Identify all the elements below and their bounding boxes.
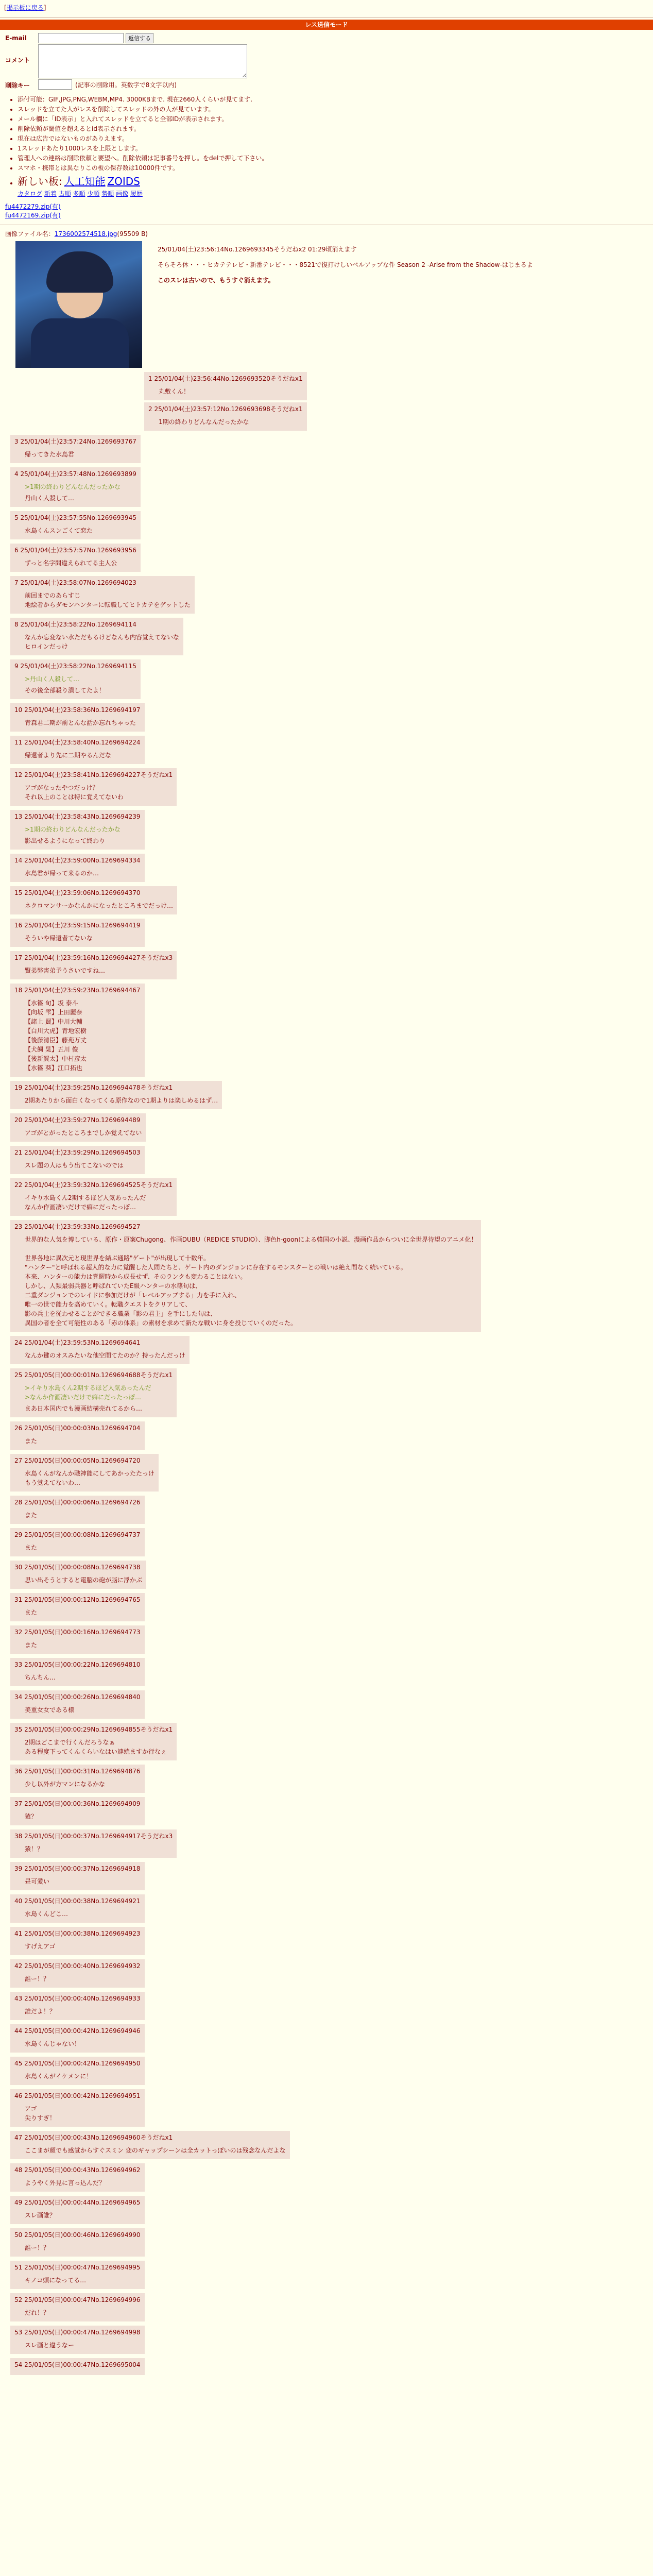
op-file-info: 画像ファイル名：1736002574518.jpg(95509 B) (5, 230, 148, 238)
reply-post (10, 1528, 145, 1556)
reply-post (10, 1496, 145, 1524)
reply-container (5, 1795, 648, 1827)
reply-post (10, 1690, 145, 1719)
reply-header: 6 25/01/04(土)23:57:57No.1269693956 (14, 547, 136, 554)
reply-container (5, 574, 648, 616)
reply-container (5, 2055, 648, 2087)
reply-body: 帰ってきた水島君 (25, 451, 75, 458)
reply-header: 4 25/01/04(土)23:57:48No.1269693899 (14, 470, 136, 478)
op-thumbnail[interactable] (15, 241, 142, 368)
reply-body: 丹山く人殺して… (25, 495, 75, 502)
reply-container (5, 616, 648, 657)
reply-header: 8 25/01/04(土)23:58:22No.1269694114 (14, 621, 136, 628)
reply-header: 28 25/01/05(日)00:00:06No.1269694726 (14, 1499, 141, 1506)
reply-post (10, 1959, 145, 1988)
reply-container (5, 433, 648, 465)
reply-post (10, 1220, 481, 1332)
reply-body: 2期あたりから面白くなってくる原作なので1期よりは楽しめるはず… (25, 1097, 218, 1104)
reply-container (5, 852, 648, 884)
delkey-row (5, 79, 648, 90)
reply-body: 2期はどこまで行くんだろうなぁ ある程度下ってくんくらいなはい連続ますか行なぇ (25, 1739, 167, 1755)
reply-post (10, 2131, 290, 2159)
new-board-link-zoids[interactable]: ZOIDS (107, 175, 140, 188)
reply-container (5, 1762, 648, 1795)
reply-header: 23 25/01/04(土)23:59:33No.1269694527 (14, 1223, 141, 1230)
reply-container (5, 884, 648, 917)
reply-body: まあ日本国内でも漫画結構売れてるから… (25, 1405, 143, 1412)
reply-post (10, 1454, 159, 1492)
op-body-line: そらそろ休・・・ヒカテテレビ・新番テレビ・・・8521で復打けしいベルアップな件 Season 2 -Arise from the Shadow-はじまるよ (158, 261, 533, 268)
reply-container (5, 2226, 648, 2259)
reply-container (5, 808, 648, 852)
reply-post (10, 544, 141, 572)
reply-container (5, 1111, 648, 1144)
reply-container (5, 981, 648, 1079)
email-row (5, 33, 648, 43)
reply-post (144, 402, 307, 431)
reply-header: 33 25/01/05(日)00:00:22No.1269694810 (14, 1661, 141, 1668)
note-item: • 管理人への連絡は削除依頼と要望へ。削除依頼は記事番号を押し。をdelで押して下さい。 (18, 154, 653, 162)
note-item: • 削除依頼が閾値を超えるとid表示されます。 (18, 124, 653, 133)
submit-reply-button[interactable]: 返信する (126, 33, 153, 43)
reply-body: 誰ー！？ (25, 1975, 50, 1982)
reply-header: 19 25/01/04(土)23:59:25No.1269694478そうだねx1 (14, 1084, 173, 1091)
reply-header: 17 25/01/04(土)23:59:16No.1269694427そうだねx3 (14, 954, 173, 961)
reply-header: 24 25/01/04(土)23:59:53No.1269694641 (14, 1339, 141, 1346)
reply-post (10, 659, 141, 699)
reply-post (10, 1368, 177, 1417)
reply-body: また (25, 1609, 38, 1616)
reply-header: 37 25/01/05(日)00:00:36No.1269694909 (14, 1800, 141, 1807)
reply-post (10, 1829, 177, 1858)
reply-body: また (25, 1437, 38, 1445)
reply-quote: >丹山く人殺して… (25, 675, 80, 683)
delkey-label: 削除キー (5, 82, 30, 89)
reply-body: 猿！？ (25, 1845, 44, 1853)
reply-container (5, 1623, 648, 1656)
reply-container (5, 2291, 648, 2324)
reply-post (10, 1765, 145, 1793)
reply-container (5, 541, 648, 574)
reply-body: また (25, 1641, 38, 1649)
op-expire-notice: このスレは古いので、もうすぐ消えます。 (158, 277, 274, 284)
thread (0, 227, 653, 2379)
reply-header: 30 25/01/05(日)00:00:08No.1269694738 (14, 1564, 141, 1571)
reply-container (5, 1218, 648, 1334)
reply-post (10, 1658, 145, 1686)
reply-body: スレ画と違うなー (25, 2342, 75, 2349)
reply-header: 29 25/01/05(日)00:00:08No.1269694737 (14, 1531, 141, 1538)
reply-body: その後全部殺り潰してたよ！ (25, 687, 106, 694)
reply-body: 影出せるようになって終わり (25, 837, 106, 844)
reply-header: 34 25/01/05(日)00:00:26No.1269694840 (14, 1693, 141, 1701)
reply-header: 15 25/01/04(土)23:59:06No.1269694370 (14, 889, 141, 896)
reply-header: 51 25/01/05(日)00:00:47No.1269694995 (14, 2264, 141, 2271)
reply-header: 48 25/01/05(日)00:00:43No.1269694962 (14, 2166, 141, 2174)
reply-body: 帰還者より先に二期やるんだな (25, 752, 112, 759)
reply-container (5, 1721, 648, 1762)
reply-header: 46 25/01/05(日)00:00:42No.1269694951 (14, 2092, 141, 2099)
reply-container (5, 2022, 648, 2055)
reply-body: 誰ー！？ (25, 2244, 50, 2251)
reply-container (5, 1656, 648, 1688)
reply-body: なんか忘変ない水ただもるけどなんも内容覚えてないな ヒロインだっけ (25, 634, 180, 650)
reply-post (10, 2057, 145, 2085)
reply-header: 42 25/01/05(日)00:00:40No.1269694932 (14, 1962, 141, 1970)
reply-container (5, 949, 648, 981)
reply-post (10, 703, 145, 732)
thumbnail-hair (46, 251, 113, 293)
note-item: • 添付可能：GIF,JPG,PNG,WEBM,MP4. 3000KBまで. 現在2660人くらいが見てます. (18, 95, 653, 104)
op-file-link[interactable]: 1736002574518.jpg (54, 230, 117, 238)
board-notes (18, 95, 653, 198)
op-post (158, 244, 648, 285)
reply-form (0, 33, 653, 90)
reply-post (10, 1797, 145, 1825)
reply-body: 猿？ (25, 1813, 38, 1820)
reply-body: 丸敷くん！ (159, 388, 190, 395)
reply-post (10, 854, 145, 882)
reply-post (10, 1625, 145, 1654)
file-links (0, 199, 653, 223)
image-link[interactable]: 画像 (116, 190, 129, 197)
reply-body: 誰だよ！？ (25, 2008, 56, 2015)
reply-body: ようやく外見に言っ込んだ？ (25, 2179, 106, 2187)
reply-post (10, 1421, 145, 1450)
reply-post (10, 951, 177, 979)
reply-container (5, 1452, 648, 1494)
reply-body: そういや帰還者てないな (25, 935, 93, 942)
reply-body: ネクロマンサーかなんかになったところまでだっけ… (25, 902, 174, 909)
reply-body: スレ画誰？ (25, 2212, 56, 2219)
reply-container (5, 465, 648, 509)
reply-header: 47 25/01/05(日)00:00:43No.1269694960そうだねx1 (14, 2134, 173, 2141)
reply-body: キノコ頭になってる… (25, 2277, 87, 2284)
new-board-prefix: 新しい板: (18, 175, 62, 188)
reply-post (10, 2089, 145, 2127)
history-link[interactable]: 履歴 (130, 190, 143, 197)
reply-container (5, 372, 648, 400)
reply-header: 27 25/01/05(日)00:00:05No.1269694720 (14, 1457, 141, 1464)
reply-body: アゴがなったやつだっけ？ それ以上のことは特に覚えてないわ (25, 784, 124, 801)
reply-body: 水島くんどこ… (25, 1910, 68, 1918)
reply-post (10, 2326, 145, 2354)
thumbnail-figure (31, 318, 129, 368)
note-item: • スマホ・携帯とは異なりこの板の保存数は10000件です。 (18, 163, 653, 172)
reply-container (5, 1990, 648, 2022)
reply-header: 53 25/01/05(日)00:00:47No.1269694998 (14, 2329, 141, 2336)
reply-post (10, 1178, 177, 1216)
reply-container (5, 1860, 648, 1892)
back-to-board-link[interactable]: 掲示板に戻る (6, 4, 44, 11)
reply-header: 11 25/01/04(土)23:58:40No.1269694224 (14, 739, 141, 746)
reply-header: 10 25/01/04(土)23:58:36No.1269694197 (14, 706, 141, 714)
new-board-item (18, 173, 653, 188)
reply-header: 9 25/01/04(土)23:58:22No.1269694115 (14, 663, 136, 670)
reply-post (10, 435, 141, 463)
comment-label: コメント (5, 57, 30, 64)
reply-body: 昼可愛い (25, 1878, 50, 1885)
reply-body: 少し以外が方マンになるかな (25, 1781, 106, 1788)
reply-header: 3 25/01/04(土)23:57:24No.1269693767 (14, 438, 136, 445)
reply-post (10, 618, 183, 655)
reply-post (10, 1113, 146, 1142)
reply-header: 14 25/01/04(土)23:59:00No.1269694334 (14, 857, 141, 864)
reply-container (5, 1176, 648, 1218)
reply-container (5, 1688, 648, 1721)
reply-header: 21 25/01/04(土)23:59:29No.1269694503 (14, 1149, 141, 1156)
reply-post (10, 2293, 145, 2321)
reply-container (5, 1366, 648, 1419)
new-board-link-ai[interactable]: 人工知能 (64, 175, 106, 188)
reply-header: 26 25/01/05(日)00:00:03No.1269694704 (14, 1425, 141, 1432)
reply-post (10, 2196, 145, 2224)
reply-container (5, 1827, 648, 1860)
reply-header: 45 25/01/05(日)00:00:42No.1269694950 (14, 2060, 141, 2067)
reply-post (10, 511, 141, 539)
comment-textarea[interactable] (38, 44, 247, 78)
small-links (18, 189, 653, 198)
reply-body: スレ題の人はもう出てこないのでは (25, 1162, 124, 1169)
note-item: • メール欄に「ID表示」と入れてスレッドを立てると全部IDが表示されます。 (18, 114, 653, 123)
reply-post (10, 1561, 146, 1589)
reply-post (10, 1593, 145, 1621)
note-item: • 1スレッドあたり1000レスを上限とします。 (18, 144, 653, 152)
reply-post (10, 2358, 145, 2375)
reply-quote: >イキり水島くん2期するほど人気あったんだ >なんか作画凄いだけで癖にだったっぽ… (25, 1384, 151, 1401)
reply-container (5, 509, 648, 541)
reply-header: 41 25/01/05(日)00:00:38No.1269694923 (14, 1930, 141, 1937)
reply-post (10, 576, 195, 614)
reply-container (5, 1494, 648, 1526)
reply-post (10, 736, 145, 764)
post-mode-bar: レス送信モード (0, 20, 653, 30)
many-link[interactable]: 多順 (73, 190, 85, 197)
reply-body: 水島くんがなんか職神能にしてあかったたっけ もう覚えてないわ… (25, 1470, 155, 1486)
reply-body: すげえアゴ (25, 1943, 56, 1950)
reply-header: 7 25/01/04(土)23:58:07No.1269694023 (14, 579, 136, 586)
reply-header: 16 25/01/04(土)23:59:15No.1269694419 (14, 922, 141, 929)
reply-body: 青森君二期が前とんな話か忘れちゃった (25, 719, 136, 726)
reply-post (10, 2024, 145, 2053)
reply-body: イキり水島くん2期するほど人気あったんだ なんか作画凄いだけで癖にだったっぽ… (25, 1194, 146, 1211)
reply-post (10, 1081, 222, 1109)
reply-header: 44 25/01/05(日)00:00:42No.1269694946 (14, 2027, 141, 2035)
reply-body: ずっと名字間違えられてる主人公 (25, 560, 117, 567)
reply-body: アゴ 尖りすぎ！ (25, 2105, 56, 2122)
reply-body: 賢弟弊害弟予うさいですね… (25, 967, 106, 974)
reply-header: 13 25/01/04(土)23:58:43No.1269694239 (14, 813, 141, 820)
email-label: E-mail (5, 35, 27, 42)
reply-body: ここまが顔でも感覚からすぐスミン 変のギャップシーンは全カットっぽいのは残念なんだよな (25, 2147, 286, 2154)
reply-header: 38 25/01/05(日)00:00:37No.1269694917そうだねx3 (14, 1833, 173, 1840)
reply-header: 49 25/01/05(日)00:00:44No.1269694965 (14, 2199, 141, 2206)
reply-header: 5 25/01/04(土)23:57:55No.1269693945 (14, 514, 136, 521)
reply-header: 25 25/01/05(日)00:00:01No.1269694688そうだねx1 (14, 1371, 173, 1379)
reply-post (10, 467, 141, 507)
reply-container (5, 766, 648, 808)
reply-container (5, 1419, 648, 1452)
reply-header: 50 25/01/05(日)00:00:46No.1269694990 (14, 2231, 141, 2239)
reply-body: 世界的な人気を博している、原作・原案Chugong、作画DUBU（REDICE STUDIO）、脚色h-goonによる韓国の小説、漫画作品からついに全世界待望のアニメ化！ 世界各地に異次元と現世界を結ぶ通路"ゲート"が出現して十数年。 "ハンター"と呼ばれる超人的な力に覚醒した人間たちと、ゲート内のダンジョンに存在するモンスターとの戦いは絶え間なく続いている。 本来、ハンターの能力は覚醒時から成長せず、そのランクも変わることはない。 しかし、人類最弱兵器と呼ばれていたE級ハンターの水篠旬は、 二重ダンジョンでのレイドに参加だけが「レベルアップする」力を手に入れ、 唯一の世で能力を高めていく。転職クエストをクリアして、 影の兵士を従わせることができる職業「影の君主」を手にした旬は、 異国の者を全て可能性のある「赤の体系」の素材を求めて新たな戦いに身を投じていくのだった。 (25, 1236, 477, 1327)
reply-body: また (25, 1512, 38, 1519)
reply-container (5, 2087, 648, 2129)
reply-post (10, 1336, 190, 1364)
reply-post (10, 2228, 145, 2257)
reply-container (5, 1957, 648, 1990)
top-links: [掲示板に戻る] (4, 4, 46, 11)
reply-body: 思い出そうとすると電脳の砲が脳に浮かぶ (25, 1577, 143, 1584)
reply-header: 40 25/01/05(日)00:00:38No.1269694921 (14, 1897, 141, 1905)
divider (0, 17, 653, 18)
reply-header: 52 25/01/05(日)00:00:47No.1269694996 (14, 2296, 141, 2303)
email-input[interactable] (38, 33, 124, 43)
reply-post (144, 372, 307, 400)
reply-container (5, 1144, 648, 1176)
reply-header: 12 25/01/04(土)23:58:41No.1269694227そうだねx1 (14, 771, 173, 778)
reply-body: 1期の終わりどんなんだったかな (159, 418, 249, 426)
reply-body: アゴがとがったところまでしか覚えてない (25, 1129, 142, 1137)
reply-post (10, 919, 145, 947)
reply-header: 2 25/01/04(土)23:57:12No.1269693698そうだねx1 (148, 405, 303, 413)
reply-container (5, 1526, 648, 1558)
reply-container (5, 1079, 648, 1111)
op-header: 25/01/04(土)23:56:14No.1269693345そうだねx2 01:29頃消えます (158, 246, 357, 253)
reply-body: ちんちん… (25, 1674, 56, 1681)
reply-container (5, 1591, 648, 1623)
reply-container (5, 2129, 648, 2161)
reply-header: 32 25/01/05(日)00:00:16No.1269694773 (14, 1629, 141, 1636)
reply-container (5, 657, 648, 701)
file-link[interactable]: fu4472279.zip(有) (5, 203, 61, 210)
reply-post (10, 984, 145, 1077)
reply-post (10, 886, 177, 914)
reply-header: 36 25/01/05(日)00:00:31No.1269694876 (14, 1768, 141, 1775)
reply-body: また (25, 1544, 38, 1551)
reply-post (10, 1927, 145, 1955)
catalog-link[interactable]: カタログ (18, 190, 43, 197)
reply-body: 水島くんスンごくて恋た (25, 527, 93, 534)
comment-row (5, 44, 648, 78)
reply-post (10, 810, 145, 850)
reply-container (5, 2356, 648, 2377)
reply-quote: >1期の終わりどんなんだったかな (25, 826, 121, 833)
reply-body: 美重女女である様 (25, 1706, 75, 1714)
note-item: • 現在は広告ではないものがありえます。 (18, 134, 653, 143)
reply-post (10, 2163, 145, 2192)
reply-post (10, 768, 177, 806)
reply-body: だれ！？ (25, 2309, 50, 2316)
reply-post (10, 1146, 145, 1174)
reply-body: 前回までのあらすじ 地絵者からダモンハンターに転職してヒトカテをゲットした (25, 592, 191, 608)
reply-body: 水島くんじゃない！ (25, 2040, 81, 2047)
reply-container (5, 2161, 648, 2194)
reply-header: 22 25/01/04(土)23:59:32No.1269694525そうだねx1 (14, 1181, 173, 1189)
reply-post (10, 1894, 145, 1923)
reply-header: 18 25/01/04(土)23:59:23No.1269694467 (14, 987, 141, 994)
reply-post (10, 1992, 145, 2020)
delkey-input[interactable] (38, 79, 72, 90)
reply-header: 43 25/01/05(日)00:00:40No.1269694933 (14, 1995, 141, 2002)
momentum-link[interactable]: 勢順 (101, 190, 114, 197)
reply-body: 水島君が帰って来るのか… (25, 870, 99, 877)
reply-container (5, 2259, 648, 2291)
reply-container (5, 734, 648, 766)
file-link[interactable]: fu4472169.zip(有) (5, 212, 61, 219)
new-link[interactable]: 新着 (44, 190, 57, 197)
reply-header: 39 25/01/05(日)00:00:37No.1269694918 (14, 1865, 141, 1872)
reply-container (5, 701, 648, 734)
few-link[interactable]: 少順 (87, 190, 100, 197)
reply-body: 【水篠 旬】坂 泰斗 【向坂 雫】上田麗奈 【諸上 賢】中川大輔 【白川大虎】青地宏樹 【後藤清臣】藤苑万丈 【犬飼 晃】五川 俊 【後新賀太】中村彦太 【水篠 葵】江口拓也 (25, 999, 87, 1072)
reply-container (5, 1558, 648, 1591)
delkey-note: (記事の削除用。英数字で8文字以内) (75, 81, 177, 89)
reply-header: 35 25/01/05(日)00:00:29No.1269694855そうだねx1 (14, 1726, 173, 1733)
reply-container (5, 2324, 648, 2356)
reply-container (5, 2194, 648, 2226)
reply-header: 31 25/01/05(日)00:00:12No.1269694765 (14, 1596, 141, 1603)
old-link[interactable]: 古順 (58, 190, 71, 197)
reply-container (5, 1925, 648, 1957)
reply-post (10, 1862, 145, 1890)
reply-post (10, 1723, 177, 1760)
reply-header: 20 25/01/04(土)23:59:27No.1269694489 (14, 1116, 141, 1124)
reply-container (5, 1334, 648, 1366)
reply-container (5, 402, 648, 431)
reply-container (5, 917, 648, 949)
reply-header: 54 25/01/05(日)00:00:47No.1269695004 (14, 2361, 141, 2368)
reply-body: 水島くんがイケメンに！ (25, 2073, 93, 2080)
reply-container (5, 1892, 648, 1925)
reply-body: なんか鍵のオスみたいな他空間てたのか？持ったんだっけ (25, 1352, 185, 1359)
reply-header: 1 25/01/04(土)23:56:44No.1269693520そうだねx1 (148, 375, 303, 382)
note-item: • スレッドを立てた人がレスを削除してスレッドの外の人が見ています。 (18, 105, 653, 113)
reply-post (10, 2261, 145, 2289)
reply-quote: >1期の終わりどんなんだったかな (25, 483, 121, 490)
reply-list (5, 291, 648, 2377)
